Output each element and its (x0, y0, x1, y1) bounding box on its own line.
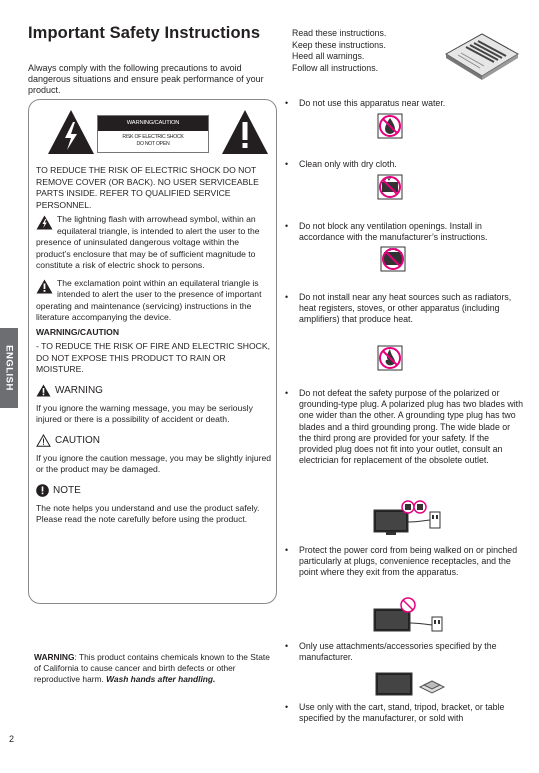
california-warning (34, 652, 274, 685)
california-warning-body: : This product contains chemicals known to the State of California to cause cancer and birth defects or other reproductive harm. (34, 652, 270, 684)
read-list-item: Follow all instructions. (292, 62, 379, 73)
manual-book-icon (440, 24, 522, 86)
california-warning-lead: WARNING (34, 652, 75, 662)
note-heading (36, 484, 274, 497)
exclamation-paragraph (36, 278, 274, 324)
caution-heading-label: CAUTION (55, 434, 100, 446)
caution-text: If you ignore the caution message, you may be slightly injured or the product may be damaged. (36, 452, 272, 474)
california-warning-emphasis: Wash hands after handling. (106, 674, 216, 684)
note-heading-label: NOTE (53, 484, 81, 496)
polarized-plug-icon (372, 498, 452, 538)
accessories-icon (374, 669, 450, 699)
shock-text: TO REDUCE THE RISK OF ELECTRIC SHOCK DO NOT REMOVE COVER (OR BACK). NO USER SERVICEABLE PARTS INSIDE. REFER TO QUALIFIED SERVICE PERSONNEL. (36, 165, 259, 210)
read-instructions-list (292, 28, 386, 74)
bullet-item: • Do not use this apparatus near water. (285, 98, 446, 108)
bullet-text: Only use attachments/accessories specified by the manufacturer. (299, 641, 497, 663)
caution-triangle-icon (36, 434, 51, 447)
bullet-text: Do not defeat the safety purpose of the polarized or grounding-type plug. A polarized plug has two blades with one wider than the other. A grounding type plug has two blades and a third grounding prong. The wide blade or the third prong are provided for your safety. If the provided plug does not fit into your outlet, consult an electrician for replacement of the obsolete outlet. (299, 388, 523, 466)
lightning-triangle-small-icon (36, 215, 53, 230)
bullet-text: Use only with the cart, stand, tripod, bracket, or table specified by the manufacturer, or sold with (299, 702, 505, 724)
warning-text: If you ignore the warning message, you may be seriously injured or there is a possibility of accident or death. (36, 402, 253, 424)
page-title: Important Safety Instructions (28, 24, 261, 42)
page-number: 2 (9, 734, 15, 744)
bullet-text: Do not install near any heat sources such as radiators, heat registers, stoves, or other apparatus (including amplifiers) that produce heat. (299, 292, 512, 325)
lightning-paragraph (36, 214, 274, 272)
exclamation-text: The exclamation point within an equilateral triangle is intended to alert the user to the presence of important operating and maintenance (servicing) instructions in the literature accompanying the device. (36, 277, 262, 322)
caution-label-title: WARNING/CAUTION (98, 116, 208, 131)
bullet-item: • Do not install near any heat sources such as radiators, heat registers, stoves, or other apparatus (including amplifiers) that produce heat. (285, 292, 512, 325)
bullet-item: • Protect the power cord from being walked on or pinched particularly at plugs, convenience receptacles, and the point where they exit from the apparatus. (285, 545, 518, 578)
note-text: The note helps you understand and use the product safely. Please read the note carefully before using the product. (36, 502, 260, 524)
note-icon (36, 484, 49, 497)
safety-warning-box (28, 99, 277, 604)
warning-heading-label: WARNING (55, 384, 103, 396)
fire-text: - TO REDUCE THE RISK OF FIRE AND ELECTRIC SHOCK, DO NOT EXPOSE THIS PRODUCT TO RAIN OR MOISTURE. (36, 341, 270, 374)
bullet-text: Do not use this apparatus near water. (299, 98, 446, 108)
lightning-text: The lightning flash with arrowhead symbol, within an equilateral triangle, is intended to alert the user to the presence of uninsulated dangerous voltage within the product’s enclosure that may be of sufficient magnitude to constitute a risk of electric shock to persons. (36, 214, 260, 270)
caution-heading (36, 434, 274, 447)
read-list-item: Read these instructions. (292, 28, 387, 38)
language-tab-label: ENGLISH (3, 345, 15, 391)
read-list-item: Keep these instructions. (292, 39, 386, 50)
bullet-text: Do not block any ventilation openings. Install in accordance with the manufacturer’s instructions. (299, 221, 488, 243)
bullet-item: • Only use attachments/accessories specified by the manufacturer. (285, 641, 497, 663)
no-water-icon (377, 113, 403, 139)
bullet-item: • Clean only with dry cloth. (285, 159, 397, 169)
caution-label-line2: DO NOT OPEN (136, 140, 170, 147)
warning-caution-heading: WARNING/CAUTION (36, 326, 120, 337)
power-cord-icon (372, 597, 452, 635)
exclamation-triangle-small-icon (36, 279, 53, 294)
ventilation-icon (380, 246, 406, 272)
bullet-item: • Use only with the cart, stand, tripod, bracket, or table specified by the manufacturer, or sold with (285, 702, 505, 724)
bullet-item: • Do not block any ventilation openings. Install in accordance with the manufacturer’s instructions. (285, 221, 488, 243)
warning-triangle-icon (36, 384, 51, 397)
bullet-item: • Do not defeat the safety purpose of the polarized or grounding-type plug. A polarized plug has two blades with one wider than the other. A grounding type plug has two blades and a third grounding prong. The wide blade or the third prong are provided for your safety. If the provided plug does not fit into your outlet, consult an electrician for replacement of the obsolete outlet. (285, 388, 523, 466)
exclamation-triangle-icon (220, 108, 270, 156)
dry-cloth-icon (377, 174, 403, 200)
intro-text: Always comply with the following precautions to avoid dangerous situations and ensure peak performance of your product. (28, 63, 264, 96)
shock-warning-graphic (36, 108, 274, 158)
caution-label (97, 115, 209, 153)
bullet-text: Protect the power cord from being walked on or pinched particularly at plugs, convenience receptacles, and the point where they exit from the apparatus. (299, 545, 518, 578)
warning-heading (36, 384, 274, 397)
caution-label-line1: RISK OF ELECTRIC SHOCK (122, 134, 184, 140)
lightning-triangle-icon (46, 108, 96, 156)
read-list-item: Heed all warnings. (292, 51, 365, 61)
bullet-text: Clean only with dry cloth. (299, 159, 397, 169)
heat-source-icon (377, 345, 403, 371)
